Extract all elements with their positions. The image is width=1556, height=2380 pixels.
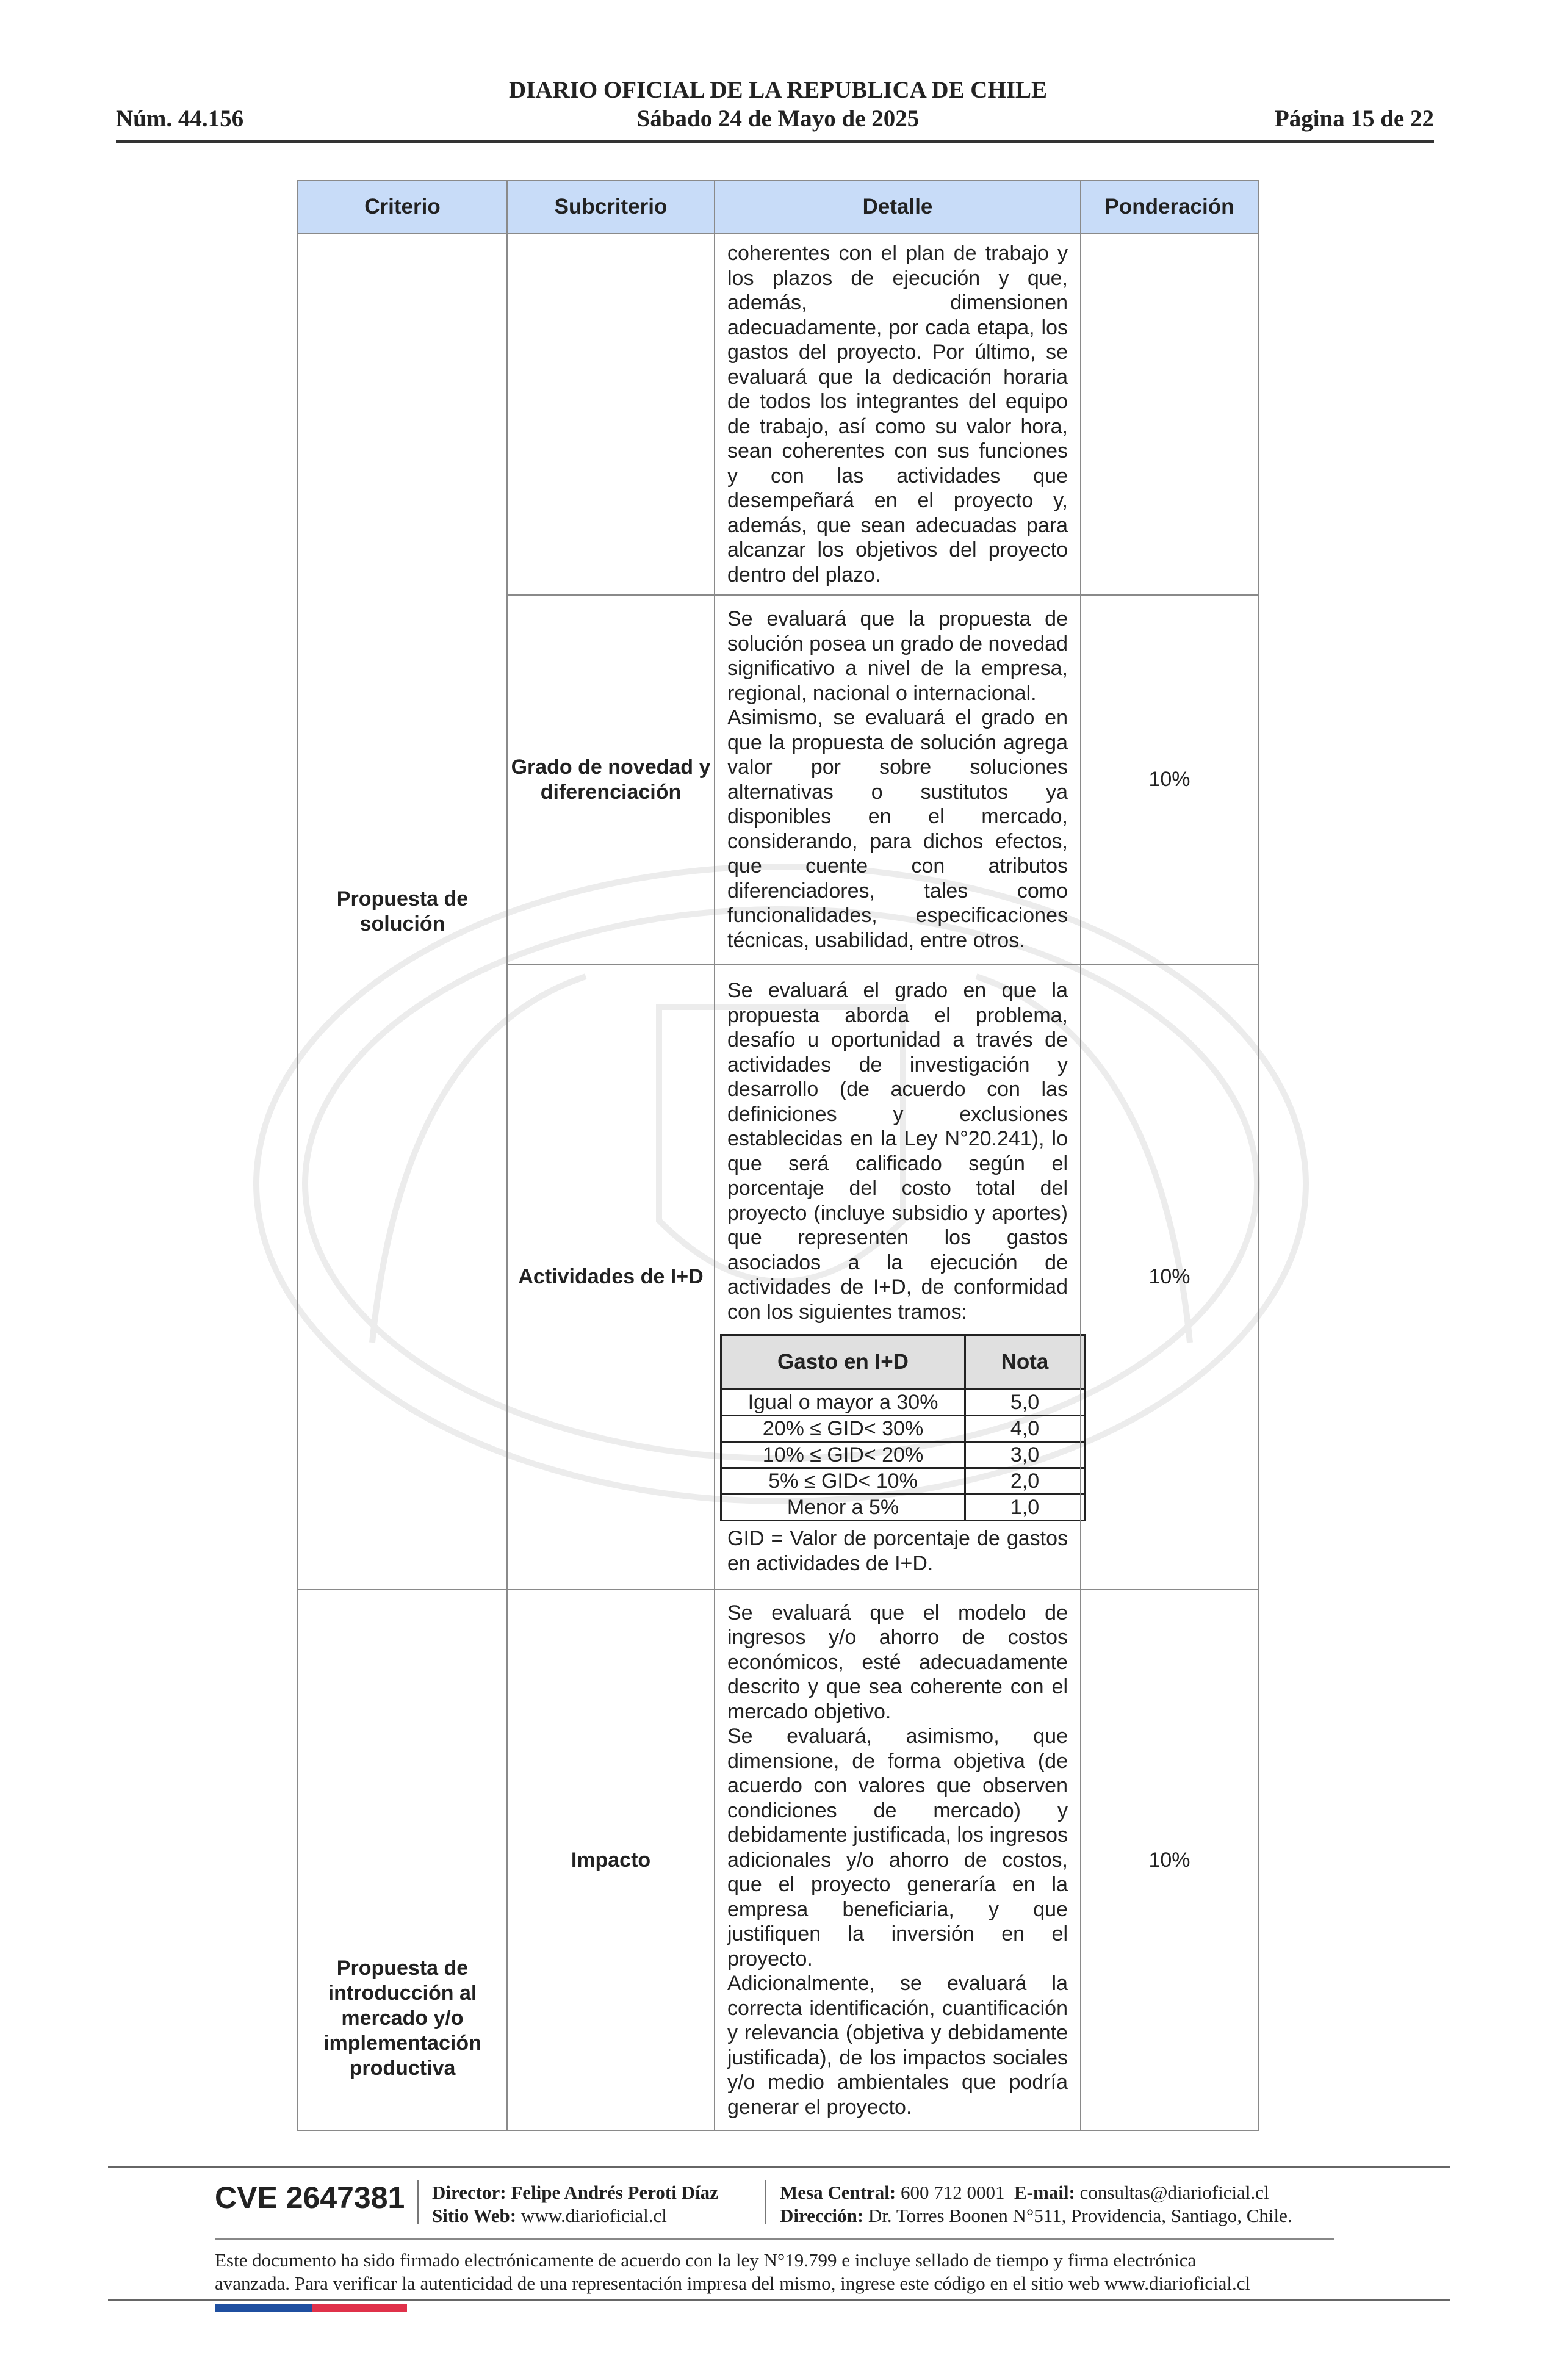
legal-notice — [215, 2249, 1374, 2295]
web-label: Sitio Web: — [432, 2205, 517, 2226]
tramos-row — [721, 1468, 1085, 1495]
criterio-cell — [298, 1590, 507, 2130]
table-row — [298, 233, 1258, 595]
tramos-range: Menor a 5% — [721, 1495, 965, 1521]
criterio-text: Propuesta de introducción al mercado y/o implementación productiva — [323, 1956, 481, 2080]
detalle-text: Asimismo, se evaluará el grado en que la propuesta de solución agrega valor por sobre soluciones alternativas o sustitutos ya disponibles en el mercado, considerando, para dichos efectos, que cuente con atributos diferenciadores, tales como funcionalidades, especificaciones técnicas, usabilidad, entre otros. — [727, 706, 1068, 952]
cve-code: CVE 2647381 — [215, 2180, 405, 2215]
column-header: Detalle — [715, 181, 1081, 233]
footer-divider — [108, 2166, 1450, 2168]
footer-divider — [215, 2238, 1334, 2240]
criterio-cell: Propuesta de solución — [298, 233, 507, 1590]
detalle-cell — [715, 233, 1081, 595]
footer-separator — [765, 2180, 766, 2224]
tramos-table — [720, 1334, 1086, 1521]
legal-line: Este documento ha sido firmado electrónicamente de acuerdo con la ley N°19.799 e incluye sellado de tiempo y firma electrónica — [215, 2249, 1197, 2271]
tramos-nota: 4,0 — [965, 1416, 1085, 1442]
web-link[interactable]: www.diarioficial.cl — [520, 2205, 667, 2226]
tramos-range: 20% ≤ GID< 30% — [721, 1416, 965, 1442]
detalle-text: Se evaluará, asimismo, que dimensione, de forma objetiva (de acuerdo con valores que observen condiciones de mercado) y debidamente justificada, los ingresos adicionales y/o ahorro de costos, que el proyecto generaría en la empresa beneficiaria, y que justifiquen la inversión en el proyecto. — [727, 1725, 1068, 1971]
detalle-cell — [715, 964, 1081, 1590]
tramos-header-row — [721, 1335, 1085, 1390]
publication-date: Sábado 24 de Mayo de 2025 — [636, 106, 920, 132]
subcriterio-cell: Impacto — [507, 1590, 715, 2130]
tramos-header: Gasto en I+D — [721, 1335, 965, 1390]
email-link[interactable]: consultas@diarioficial.cl — [1079, 2182, 1269, 2203]
detalle-cell — [715, 1590, 1081, 2130]
column-header: Subcriterio — [507, 181, 715, 233]
detalle-text: Se evaluará que el modelo de ingresos y/o ahorro de costos económicos, esté adecuadamente descrito y que sea coherente con el mercado objetivo. — [727, 1601, 1068, 1723]
tramos-row — [721, 1495, 1085, 1521]
director-name: Felipe Andrés Peroti Díaz — [511, 2182, 718, 2203]
legal-line: avanzada. Para verificar la autenticidad de una representación impresa del mismo, ingrese este código en el sitio web www.diarioficial.cl — [215, 2273, 1251, 2294]
tramos-row — [721, 1442, 1085, 1468]
issue-number: Núm. 44.156 — [116, 106, 244, 132]
direccion-text: Dr. Torres Boonen N°511, Providencia, Santiago, Chile. — [868, 2205, 1292, 2226]
header-divider — [116, 140, 1434, 143]
tramos-header: Nota — [965, 1335, 1085, 1390]
footer-director-block — [432, 2181, 718, 2227]
ponderacion-cell: 10% — [1081, 964, 1258, 1590]
email-label: E-mail: — [1014, 2182, 1075, 2203]
table-row — [298, 1590, 1258, 2130]
table-header-row — [298, 181, 1258, 233]
footer-contact-block — [780, 2181, 1292, 2227]
subcriterio-cell: Grado de novedad y diferenciación — [507, 595, 715, 964]
direccion-label: Dirección: — [780, 2205, 864, 2226]
subcriterio-cell: Actividades de I+D — [507, 964, 715, 1590]
tramos-range: 10% ≤ GID< 20% — [721, 1442, 965, 1468]
tramos-range: Igual o mayor a 30% — [721, 1390, 965, 1416]
gid-note: GID = Valor de porcentaje de gastos en actividades de I+D. — [727, 1527, 1068, 1575]
footer-separator — [417, 2180, 419, 2224]
footer-divider — [108, 2299, 1450, 2301]
detalle-text: Se evaluará que la propuesta de solución posea un grado de novedad significativo a nivel de la empresa, regional, nacional o internacional. — [727, 607, 1068, 705]
column-header: Criterio — [298, 181, 507, 233]
ponderacion-cell: 10% — [1081, 595, 1258, 964]
detalle-cell — [715, 595, 1081, 964]
mesa-phone: 600 712 0001 — [901, 2182, 1005, 2203]
gazette-title: DIARIO OFICIAL DE LA REPUBLICA DE CHILE — [508, 77, 1047, 103]
tramos-nota: 3,0 — [965, 1442, 1085, 1468]
tramos-nota: 2,0 — [965, 1468, 1085, 1495]
column-header: Ponderación — [1081, 181, 1258, 233]
flag-bar-blue — [215, 2304, 312, 2312]
detalle-text: Se evaluará el grado en que la propuesta aborda el problema, desafío u oportunidad a través de actividades de investigación y desarrollo (de acuerdo con las definiciones y exclusiones establecidas en la Ley N°20.241), lo que será calificado según el porcentaje del costo total del proyecto (incluye subsidio y aportes) que representen los gastos asociados a la ejecución de actividades de I+D, de conformidad con los siguientes tramos: — [727, 979, 1068, 1324]
evaluation-criteria-table — [297, 180, 1259, 2131]
tramos-row — [721, 1416, 1085, 1442]
detalle-text: coherentes con el plan de trabajo y los plazos de ejecución y que, además, dimensionen adecuadamente, por cada etapa, los gastos del proyecto. Por último, se evaluará que la dedicación horaria de todos los integrantes del equipo de trabajo, así como su valor hora, sean coherentes con sus funciones y con las actividades que desempeñará en el proyecto y, además, que sean adecuadas para alcanzar los objetivos del proyecto dentro del plazo. — [727, 242, 1068, 586]
tramos-nota: 1,0 — [965, 1495, 1085, 1521]
page-number: Página 15 de 22 — [1274, 106, 1434, 132]
detalle-text: Adicionalmente, se evaluará la correcta identificación, cuantificación y relevancia (objetiva y debidamente justificada), de los impactos sociales y/o medio ambientales que podría generar el proyecto. — [727, 1972, 1068, 2119]
tramos-nota: 5,0 — [965, 1390, 1085, 1416]
tramos-table-wrapper — [727, 1324, 1068, 1526]
director-label: Director: — [432, 2182, 506, 2203]
ponderacion-cell: 10% — [1081, 1590, 1258, 2130]
flag-bar-red — [312, 2304, 407, 2312]
tramos-row — [721, 1390, 1085, 1416]
ponderacion-cell — [1081, 233, 1258, 595]
mesa-label: Mesa Central: — [780, 2182, 896, 2203]
tramos-range: 5% ≤ GID< 10% — [721, 1468, 965, 1495]
subcriterio-cell — [507, 233, 715, 595]
